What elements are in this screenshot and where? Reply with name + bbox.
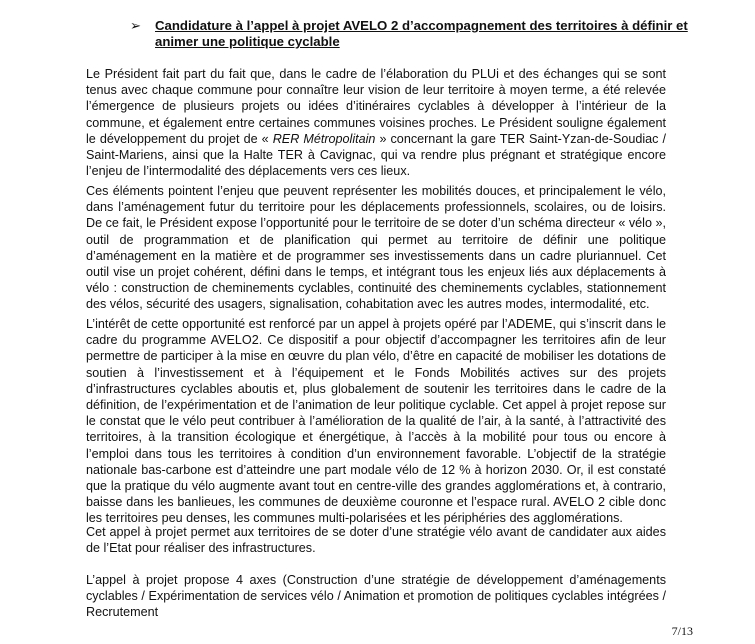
paragraph-emphasis: RER Métropolitain — [268, 131, 380, 146]
paragraph-text: Le Président fait part du fait que, dans le cadre de l’élaboration du PLUi et des échanges qui se sont tenus avec chaque commune pour connaître leur vision de leur territoire à moyen terme, a été relevée l’émergence de plusieurs projets ou idées d’itinéraires cyclables à développer à l’intérieur de la commune, et également entre certaines communes voisines proches. Le Président souligne également le développement du projet de « — [86, 67, 666, 146]
section-title: Candidature à l’appel à projet AVELO 2 d’accompagnement des territoires à définir et animer une politique cyclable — [155, 18, 688, 49]
page-number: 7/13 — [671, 624, 693, 638]
paragraph-axes: L’appel à projet propose 4 axes (Construction d’une stratégie de développement d’aménagements cyclables / Expérimentation de services vélo / Animation et promotion de politiques cyclables intégrées / Recrutement — [86, 573, 666, 620]
paragraph-ademe-call: L’intérêt de cette opportunité est renforcé par un appel à projets opéré par l’ADEME, qui s’inscrit dans le cadre du programme AVELO2. Ce dispositif a pour objectif d’accompagner les territoires afin de leur permettre de participer à la mise en œuvre du plan vélo, d’être en capacité de mobiliser les dotations de soutien à l’investissement et à l’équipement et le Fonds Mobilités actives sur des projets d’infrastructures cyclables aboutis et, plus globalement de soutenir les territoires dans le cadre de la définition, de l’expérimentation et de l’animation de leur politique cyclable. Cet appel à projet repose sur le constat que le vélo peut contribuer à l’amélioration de la qualité de l’air, à la santé, à l’attractivité des territoires, à la transition écologique et énergétique, à l’accès à la mobilité pour tous ou encore à l’emploi dans tous les territoires à condition d’un environnement favorable. L’objectif de la stratégie nationale bas-carbone est d’atteindre une part modale vélo de 12 % à horizon 2030. Or, il est constaté que la pratique du vélo augmente avant tout en centre-ville des grandes agglomérations et, à contrario, baisse dans les banlieues, les communes de deuxième couronne et l’espace rural. AVELO 2 cible donc les territoires peu denses, les communes multi-polarisées et les périphéries des agglomérations. — [86, 317, 666, 526]
paragraph-soft-mobility: Ces éléments pointent l’enjeu que peuvent représenter les mobilités douces, et principalement le vélo, dans l’aménagement futur du territoire pour les déplacements professionnels, scolaires, ou de loisirs. De ce fait, le Président expose l’opportunité pour le territoire de se doter d’un schéma directeur « vélo », outil de programmation et de planification qui permet au territoire de définir une politique d’aménagement en la matière et de programmer ses investissements dans un cadre pluriannuel. Cet outil vise un projet cohérent, défini dans le temps, et intégrant tous les enjeux liés aux déplacements à vélo : construction de cheminements cyclables, continuité des cheminements cyclables, stationnement des vélos, sécurité des usagers, signalisation, cohabitation avec les autres modes, intermodalité, etc. — [86, 184, 666, 312]
section-heading — [130, 18, 690, 50]
paragraph-strategy: Cet appel à projet permet aux territoires de se doter d’une stratégie vélo avant de candidater aux aides de l’Etat pour réaliser des infrastructures. — [86, 525, 666, 556]
arrow-bullet-icon: ➢ — [130, 18, 142, 33]
paragraph-plui-context — [86, 66, 666, 179]
paragraph-text: » concernant la gare TER Saint-Yzan-de-Soudiac / Saint-Mariens, ainsi que la Halte TER à Cavignac, qui va rendre plus prégnant et stratégique encore l’enjeu de l’intermodalité des déplacements vers ces lieux. — [86, 131, 666, 179]
